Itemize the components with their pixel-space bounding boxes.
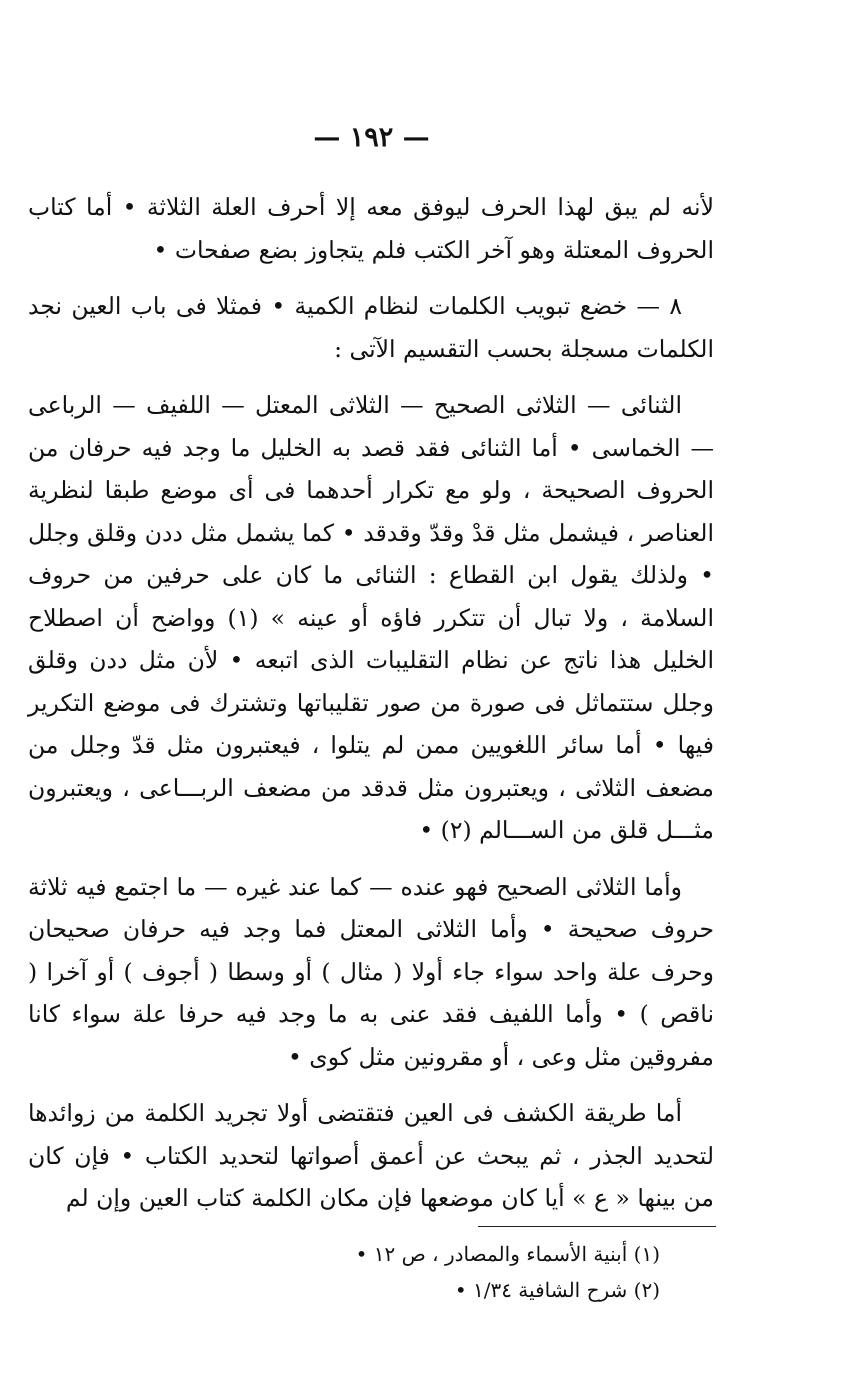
paragraph-3: الثنائى — الثلاثى الصحيح — الثلاثى المعتل — اللفيف — الرباعى — الخماسى • أما الثنائى فقد قصد به الخليل ما وجد فيه حرفان من الحروف الصحيحة ، ولو مع تكرار أحدهما فى أى موضع طبقا لنظرية العناصر ، فيشمل مثل قدْ وقدّ وقدقد • كما يشمل مثل ددن وقلق وجلل • ولذلك يقول ابن القطاع : الثنائى ما كان على حرفين من حروف السلامة ، ولا تبال أن تتكرر فاؤه أو عينه » (١) وواضح أن اصطلاح الخليل هذا ناتج عن نظام التقليبات الذى اتبعه • لأن مثل ددن وقلق وجلل ستتماثل فى صورة من صور تقليباتها وتشترك فى موضع التكرير فيها • أما سائر اللغويين ممن لم يتلوا ، فيعتبرون مثل قدّ وجلل من مضعف الثلاثى ، ويعتبرون مثل قدقد من مضعف الربـــاعى ، ويعتبرون مثـــل قلق من الســـالم (٢) • (28, 391, 714, 844)
footnotes (200, 1236, 660, 1308)
paragraph-1: لأنه لم يبق لهذا الحرف ليوفق معه إلا أحرف العلة الثلاثة • أما كتاب الحروف المعتلة وهو آخر الكتب فلم يتجاوز بضع صفحات • (28, 193, 714, 264)
paragraph-2: ٨ — خضع تبويب الكلمات لنظام الكمية • فمثلا فى باب العين نجد الكلمات مسجلة بحسب التقسيم الآتى : (28, 292, 714, 363)
footnote-divider (478, 1226, 716, 1227)
page-number: — ١٩٢ — (313, 122, 430, 153)
footnote-1: (١) أبنية الأسماء والمصادر ، ص ١٢ • (355, 1242, 660, 1266)
paragraph-5: أما طريقة الكشف فى العين فتقتضى أولا تجريد الكلمة من زوائدها لتحديد الجذر ، ثم يبحث عن أعمق أصواتها لتحديد الكتاب • فإن كان من بينها « ع » أيا كان موضعها فإن مكان الكلمة كتاب العين وإن لم (28, 1099, 714, 1212)
body-text (28, 186, 714, 1234)
paragraph-4: وأما الثلاثى الصحيح فهو عنده — كما عند غيره — ما اجتمع فيه ثلاثة حروف صحيحة • وأما الثلاثى المعتل فما وجد فيه حرفان صحيحان وحرف علة واحد سواء جاء أولا ( مثال ) أو وسطا ( أجوف ) أو آخرا ( ناقص ) • وأما اللفيف فقد عنى به ما وجد فيه حرفا علة سواء كانا مفروقين مثل وعى ، أو مقرونين مثل كوى • (28, 872, 714, 1071)
footnote-2: (٢) شرح الشافية ١/٣٤ • (454, 1278, 660, 1302)
